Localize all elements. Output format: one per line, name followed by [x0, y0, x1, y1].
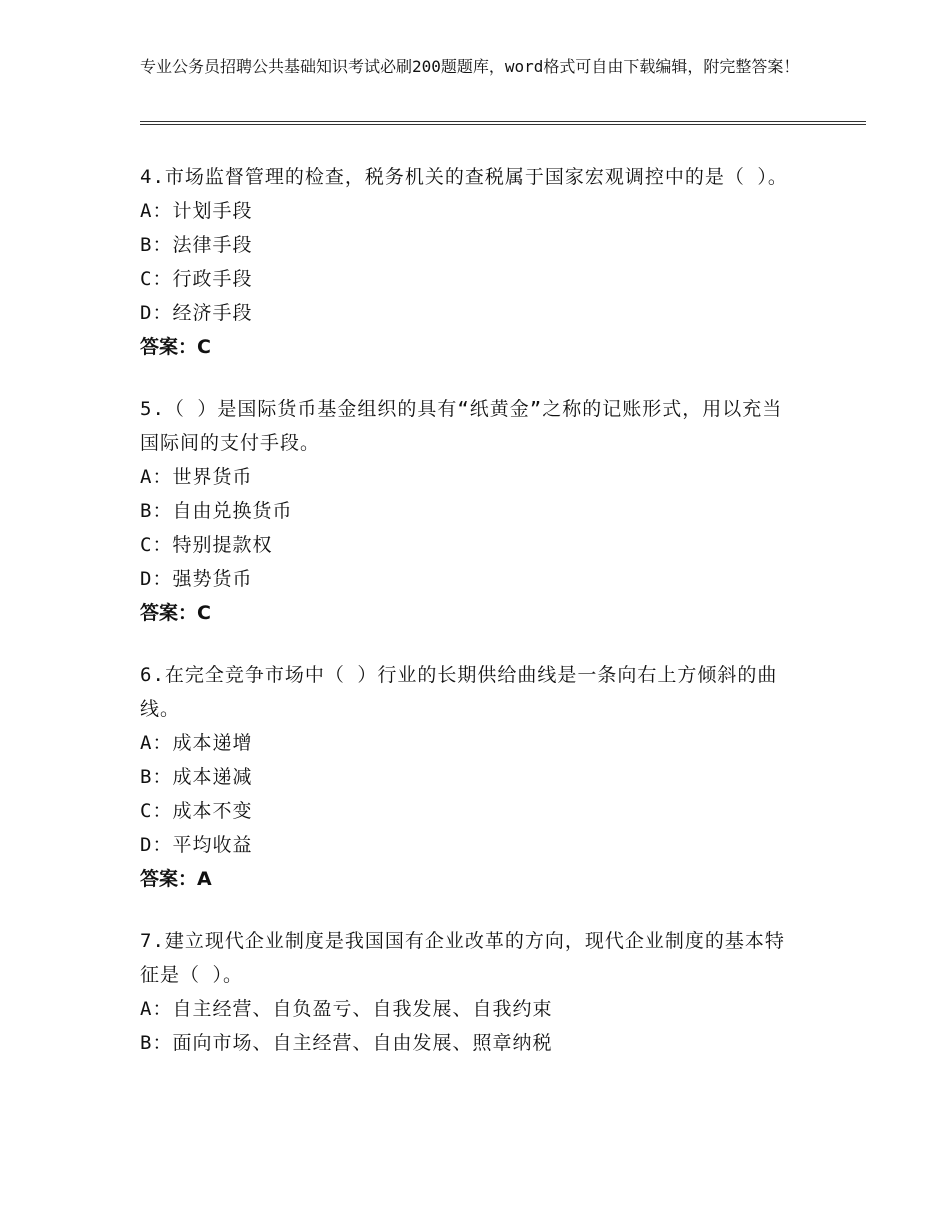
- option-a: A：世界货币: [140, 466, 253, 488]
- answer-value: A: [197, 868, 212, 890]
- option-c: C：特别提款权: [140, 534, 273, 556]
- answer-label: 答案：: [140, 336, 198, 358]
- answer-label: 答案：: [140, 868, 198, 890]
- option-d: D：平均收益: [140, 834, 253, 856]
- option-a: A：成本递增: [140, 732, 253, 754]
- answer-value: C: [197, 336, 211, 358]
- question-stem: 4.市场监督管理的检查，税务机关的查税属于国家宏观调控中的是（ ）。: [140, 166, 788, 188]
- header-divider-line-2: [140, 124, 866, 125]
- option-c: C：行政手段: [140, 268, 253, 290]
- option-a: A：计划手段: [140, 200, 253, 222]
- option-d: D：经济手段: [140, 302, 253, 324]
- question-5: [140, 392, 800, 630]
- option-a: A：自主经营、自负盈亏、自我发展、自我约束: [140, 998, 553, 1020]
- answer-line: [140, 862, 800, 896]
- question-stem: 5.（ ）是国际货币基金组织的具有“纸黄金”之称的记账形式，用以充当国际间的支付手段。: [140, 398, 783, 454]
- question-stem: 7.建立现代企业制度是我国国有企业改革的方向，现代企业制度的基本特征是（ ）。: [140, 930, 785, 986]
- option-b: B：面向市场、自主经营、自由发展、照章纳税: [140, 1032, 553, 1054]
- question-stem: 6.在完全竞争市场中（ ）行业的长期供给曲线是一条向右上方倾斜的曲线。: [140, 664, 778, 720]
- question-6: [140, 658, 800, 896]
- answer-value: C: [197, 602, 211, 624]
- option-b: B：自由兑换货币: [140, 500, 293, 522]
- answer-line: [140, 330, 800, 364]
- option-c: C：成本不变: [140, 800, 253, 822]
- question-list: [140, 160, 800, 1088]
- answer-label: 答案：: [140, 602, 198, 624]
- header-text: 专业公务员招聘公共基础知识考试必刷200题题库，word格式可自由下载编辑，附完整答案！: [140, 57, 800, 76]
- question-4: [140, 160, 800, 364]
- answer-line: [140, 596, 800, 630]
- option-d: D：强势货币: [140, 568, 253, 590]
- header-divider-line-1: [140, 121, 866, 122]
- document-header: [140, 55, 820, 79]
- option-b: B：法律手段: [140, 234, 253, 256]
- question-7: [140, 924, 800, 1060]
- option-b: B：成本递减: [140, 766, 253, 788]
